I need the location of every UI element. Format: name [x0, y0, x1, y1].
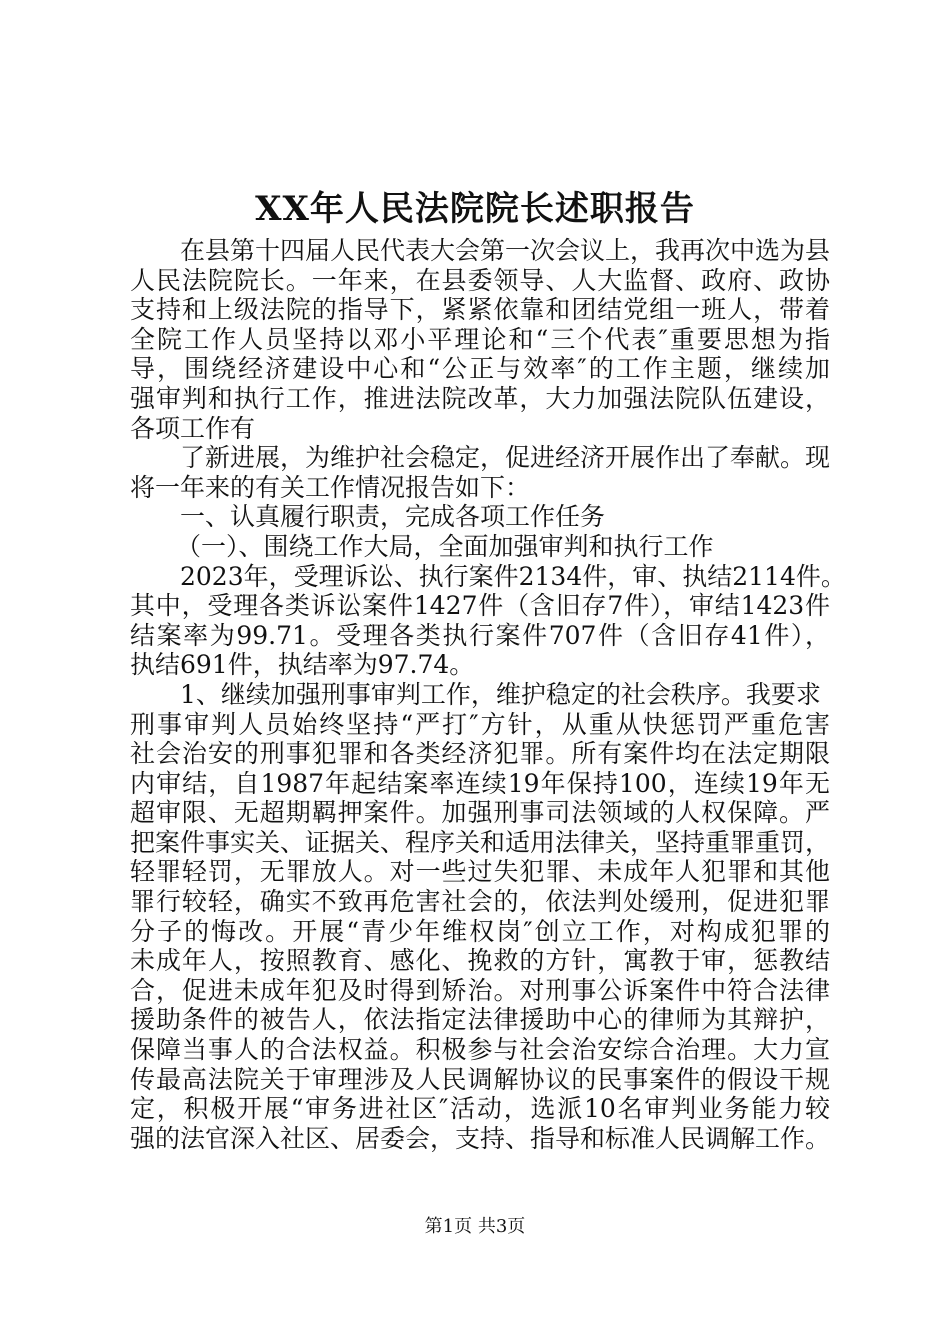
text-line: 传最高法院关于审理涉及人民调解协议的民事案件的假设干规 — [130, 1064, 830, 1094]
text-line: 人民法院院长。一年来，在县委领导、人大监督、政府、政协 — [130, 265, 830, 295]
text-line: 强的法官深入社区、居委会，支持、指导和标准人民调解工作。 — [130, 1123, 831, 1153]
text-line: 了新进展，为维护社会稳定，促进经济开展作出了奉献。现 — [180, 443, 831, 473]
text-line: 强审判和执行工作，推进法院改革，大力加强法院队伍建设， — [130, 383, 830, 413]
text-line: 1、继续加强刑事审判工作，维护稳定的社会秩序。我要求 — [180, 679, 821, 709]
document-title: XX年人民法院院长述职报告 — [255, 189, 695, 229]
text-line: 定，积极开展“审务进社区″活动，选派10名审判业务能力较 — [130, 1094, 830, 1124]
text-line: 各项工作有 — [130, 413, 256, 443]
text-line: 执结691件，执结率为97.74。 — [130, 650, 475, 680]
text-line: 轻罪轻罚，无罪放人。对一些过失犯罪、未成年人犯罪和其他 — [130, 857, 830, 887]
section-heading: 一、认真履行职责，完成各项工作任务 — [180, 502, 606, 532]
text-line: 全院工作人员坚持以邓小平理论和“三个代表″重要思想为指 — [130, 324, 830, 354]
text-line: 其中，受理各类诉讼案件1427件（含旧存7件），审结1423件 — [130, 591, 830, 621]
text-line: 保障当事人的合法权益。积极参与社会治安综合治理。大力宣 — [130, 1035, 830, 1065]
text-line: 把案件事实关、证据关、程序关和适用法律关，坚持重罪重罚， — [130, 827, 831, 857]
subsection-heading: （一）、围绕工作大局，全面加强审判和执行工作 — [176, 531, 714, 561]
document-body — [130, 236, 846, 1153]
text-line: 在县第十四届人民代表大会第一次会议上，我再次中选为县 — [180, 236, 831, 265]
page-footer: 第1页 共3页 — [424, 1216, 526, 1237]
text-line: 超审限、无超期羁押案件。加强刑事司法领域的人权保障。严 — [130, 798, 830, 828]
text-line: 刑事审判人员始终坚持“严打″方针，从重从快惩罚严重危害 — [130, 709, 830, 739]
text-line: 2023年，受理诉讼、执行案件2134件，审、执结2114件。 — [180, 561, 846, 591]
text-line: 未成年人，按照教育、感化、挽救的方针，寓教于审，惩教结 — [130, 946, 830, 976]
text-line: 分子的悔改。开展“青少年维权岗″创立工作，对构成犯罪的 — [130, 916, 830, 946]
text-line: 导，围绕经济建设中心和“公正与效率″的工作主题，继续加 — [130, 354, 830, 384]
text-line: 罪行较轻，确实不致再危害社会的，依法判处缓刑，促进犯罪 — [130, 887, 830, 917]
text-line: 内审结，自1987年起结案率连续19年保持100，连续19年无 — [130, 768, 830, 798]
text-line: 合，促进未成年犯及时得到矫治。对刑事公诉案件中符合法律 — [130, 975, 830, 1005]
text-line: 结案率为99.71。受理各类执行案件707件（含旧存41件）， — [130, 620, 830, 650]
text-line: 社会治安的刑事犯罪和各类经济犯罪。所有案件均在法定期限 — [130, 739, 830, 769]
text-line: 将一年来的有关工作情况报告如下： — [130, 472, 531, 502]
text-line: 支持和上级法院的指导下，紧紧依靠和团结党组一班人，带着 — [130, 295, 830, 325]
text-line: 援助条件的被告人，依法指定法律援助中心的律师为其辩护， — [130, 1005, 830, 1035]
